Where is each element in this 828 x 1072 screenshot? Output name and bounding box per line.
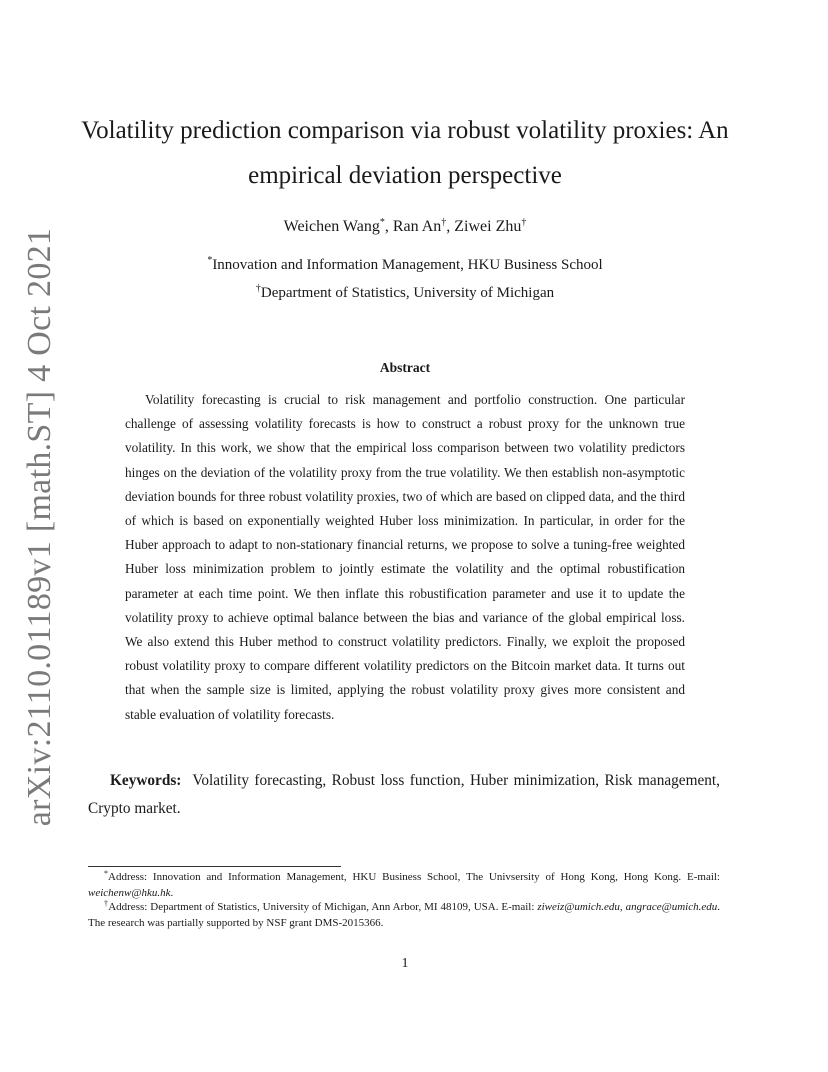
page-number: 1: [401, 956, 409, 971]
author-name: Ran An: [392, 218, 442, 235]
footnote-text: Address: Innovation and Information Management, HKU Business School, The Univsersity of Hong Kong, Hong Kong. E-mail:: [108, 871, 720, 883]
paper-title: Volatility prediction comparison via robust volatility proxies: An empirical deviation perspective: [81, 117, 729, 189]
affiliation-mark: †: [255, 283, 261, 294]
email-link[interactable]: angrace@umich.edu: [625, 901, 718, 913]
footnote-suffix: .: [170, 886, 174, 899]
footnote: [88, 900, 720, 931]
email-link[interactable]: weichenw@hku.hk: [88, 886, 171, 899]
affiliation: [80, 285, 730, 302]
keywords-text: Volatility forecasting, Robust loss function, Huber minimization, Risk management, Crypto market.: [88, 772, 720, 817]
arxiv-identifier-stamp: arXiv:2110.01189v1 [math.ST] 4 Oct 2021: [21, 227, 58, 827]
footnote-separator: ,: [619, 901, 626, 913]
abstract-heading: Abstract: [379, 360, 431, 375]
footnote-text: Address: Department of Statistics, University of Michigan, Ann Arbor, MI 48109, USA. E-mail:: [108, 901, 538, 913]
abstract-text: Volatility forecasting is crucial to risk management and portfolio construction. One particular challenge of assessing volatility forecasts is how to construct a robust proxy for the unknown true volatility. In this work, we show that the empirical loss comparison between two volatility predictors hinges on the deviation of the volatility proxy from the true volatility. We then establish non-asymptotic deviation bounds for three robust volatility proxies, two of which are based on clipped data, and the third of which is based on exponentially weighted Huber loss minimization. In particular, in order for the Huber approach to adapt to non-stationary financial returns, we propose to solve a tuning-free weighted Huber loss minimization problem to jointly estimate the volatility and the optimal robustification parameter at each time point. We then inflate this robustification parameter and use it to update the volatility proxy to achieve optimal balance between the bias and variance of the global empirical loss. We also extend this Huber method to construct volatility predictors. Finally, we exploit the proposed robust volatility proxy to compare different volatility predictors on the Bitcoin market data. It turns out that when the sample size is limited, applying the robust volatility proxy gives more consistent and stable evaluation of volatility forecasts.: [125, 392, 685, 722]
author-mark: †: [521, 217, 527, 228]
author-list: Weichen Wang*, Ran An†, Ziwei Zhu†: [283, 217, 527, 235]
footnote: [88, 870, 720, 901]
footnote-mark: *: [104, 869, 108, 878]
footnote-suffix: . The research was partially supported by NSF grant DMS-2015366.: [88, 901, 721, 929]
keywords: [88, 767, 720, 823]
author-mark: *: [379, 217, 385, 228]
keywords-label: Keywords:: [110, 772, 182, 789]
affiliation-mark: *: [207, 255, 213, 266]
author-mark: †: [441, 217, 447, 228]
footnote-divider: [88, 866, 341, 867]
author-name: Weichen Wang: [283, 218, 380, 235]
footnote-mark: †: [104, 899, 109, 908]
email-link[interactable]: ziweiz@umich.edu: [537, 901, 620, 913]
affiliation-text: Department of Statistics, University of Michigan: [260, 285, 555, 301]
affiliation: [80, 257, 730, 274]
author-name: Ziwei Zhu: [454, 218, 522, 235]
affiliation-text: Innovation and Information Management, HKU Business School: [212, 257, 603, 273]
